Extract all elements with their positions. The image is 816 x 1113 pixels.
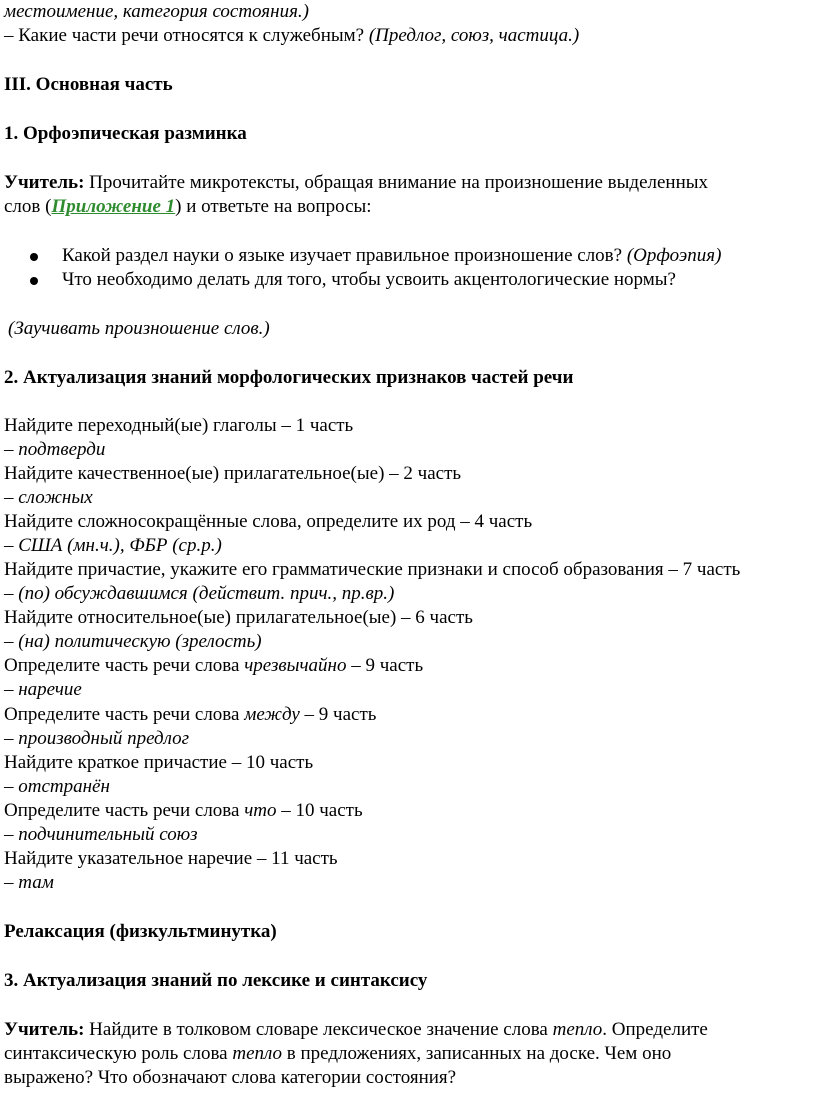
task-answer: – США (мн.ч.), ФБР (ср.р.) — [4, 535, 222, 556]
task-answer: – (на) политическую (зрелость) — [4, 631, 262, 652]
task-question: Найдите качественное(ые) прилагательное(ые) – 2 часть — [4, 463, 462, 484]
bullet-icon — [30, 253, 38, 261]
lexicon-line2 — [4, 1042, 671, 1066]
task-question — [4, 799, 363, 823]
teacher-instruction-line1 — [4, 171, 708, 195]
bullet-icon — [30, 277, 38, 285]
instruction-text: ) и ответьте на вопросы: — [175, 196, 372, 217]
teacher-label: Учитель: — [4, 1019, 85, 1040]
lexicon-text: Найдите в толковом словаре лексическое значение слова — [84, 1019, 553, 1040]
orthoepy-answer: (Заучивать произношение слов.) — [8, 318, 270, 339]
teacher-label: Учитель: — [4, 172, 85, 193]
task-question — [4, 654, 423, 678]
task-text: – 9 часть — [346, 655, 424, 676]
task-word: между — [244, 704, 300, 725]
orthoepy-heading: 1. Орфоэпическая разминка — [4, 123, 247, 144]
instruction-text: Прочитайте микротексты, обращая внимание на произношение выделенных — [84, 172, 709, 193]
task-answer: – сложных — [4, 487, 93, 508]
task-text: Определите часть речи слова — [4, 655, 245, 676]
appendix-link[interactable]: Приложение 1 — [51, 196, 176, 217]
question-answer: (Предлог, союз, частица.) — [368, 25, 580, 46]
task-answer: – там — [4, 872, 54, 893]
intro-question — [4, 24, 579, 48]
task-answer: – отстранён — [4, 776, 110, 797]
instruction-text: слов ( — [4, 196, 52, 217]
bullet-text: Какой раздел науки о языке изучает правильное произношение слов? — [62, 245, 627, 266]
relaxation-heading: Релаксация (физкультминутка) — [4, 921, 277, 942]
task-text: Определите часть речи слова — [4, 800, 245, 821]
lexicon-heading: 3. Актуализация знаний по лексике и синтаксису — [4, 970, 428, 991]
section-heading: III. Основная часть — [4, 74, 173, 95]
task-text: – 9 часть — [299, 704, 377, 725]
bullet-item — [62, 268, 676, 292]
question-text: – Какие части речи относятся к служебным? — [4, 25, 369, 46]
task-answer: – наречие — [4, 679, 82, 700]
lexicon-word: тепло — [232, 1043, 283, 1064]
task-question — [4, 703, 376, 727]
task-answer: – подтверди — [4, 439, 106, 460]
morphology-heading: 2. Актуализация знаний морфологических признаков частей речи — [4, 367, 574, 388]
teacher-instruction-line2 — [4, 195, 372, 219]
task-answer: – (по) обсуждавшимся (действит. прич., пр.вр.) — [4, 583, 395, 604]
lexicon-text: . Определите — [602, 1019, 708, 1040]
task-answer: – подчинительный союз — [4, 824, 198, 845]
lexicon-word: тепло — [552, 1019, 603, 1040]
task-question: Найдите причастие, укажите его грамматические признаки и способ образования – 7 часть — [4, 559, 741, 580]
task-text: Определите часть речи слова — [4, 704, 245, 725]
task-word: что — [244, 800, 277, 821]
task-question: Найдите сложносокращённые слова, определите их род – 4 часть — [4, 511, 533, 532]
lexicon-text: синтаксическую роль слова — [4, 1043, 233, 1064]
task-question: Найдите краткое причастие – 10 часть — [4, 752, 314, 773]
lexicon-line3: выражено? Что обозначают слова категории состояния? — [4, 1067, 457, 1088]
intro-line: местоимение, категория состояния.) — [4, 1, 309, 22]
bullet-text: Что необходимо делать для того, чтобы усвоить акцентологические нормы? — [62, 269, 676, 290]
lexicon-line1 — [4, 1018, 708, 1042]
task-question: Найдите переходный(ые) глаголы – 1 часть — [4, 415, 354, 436]
bullet-answer: (Орфоэпия) — [626, 245, 722, 266]
lexicon-text: в предложениях, записанных на доске. Чем оно — [282, 1043, 672, 1064]
task-text: – 10 часть — [276, 800, 363, 821]
task-answer: – производный предлог — [4, 728, 190, 749]
task-question: Найдите указательное наречие – 11 часть — [4, 848, 338, 869]
task-question: Найдите относительное(ые) прилагательное(ые) – 6 часть — [4, 607, 473, 628]
bullet-item — [62, 244, 721, 268]
task-word: чрезвычайно — [244, 655, 347, 676]
